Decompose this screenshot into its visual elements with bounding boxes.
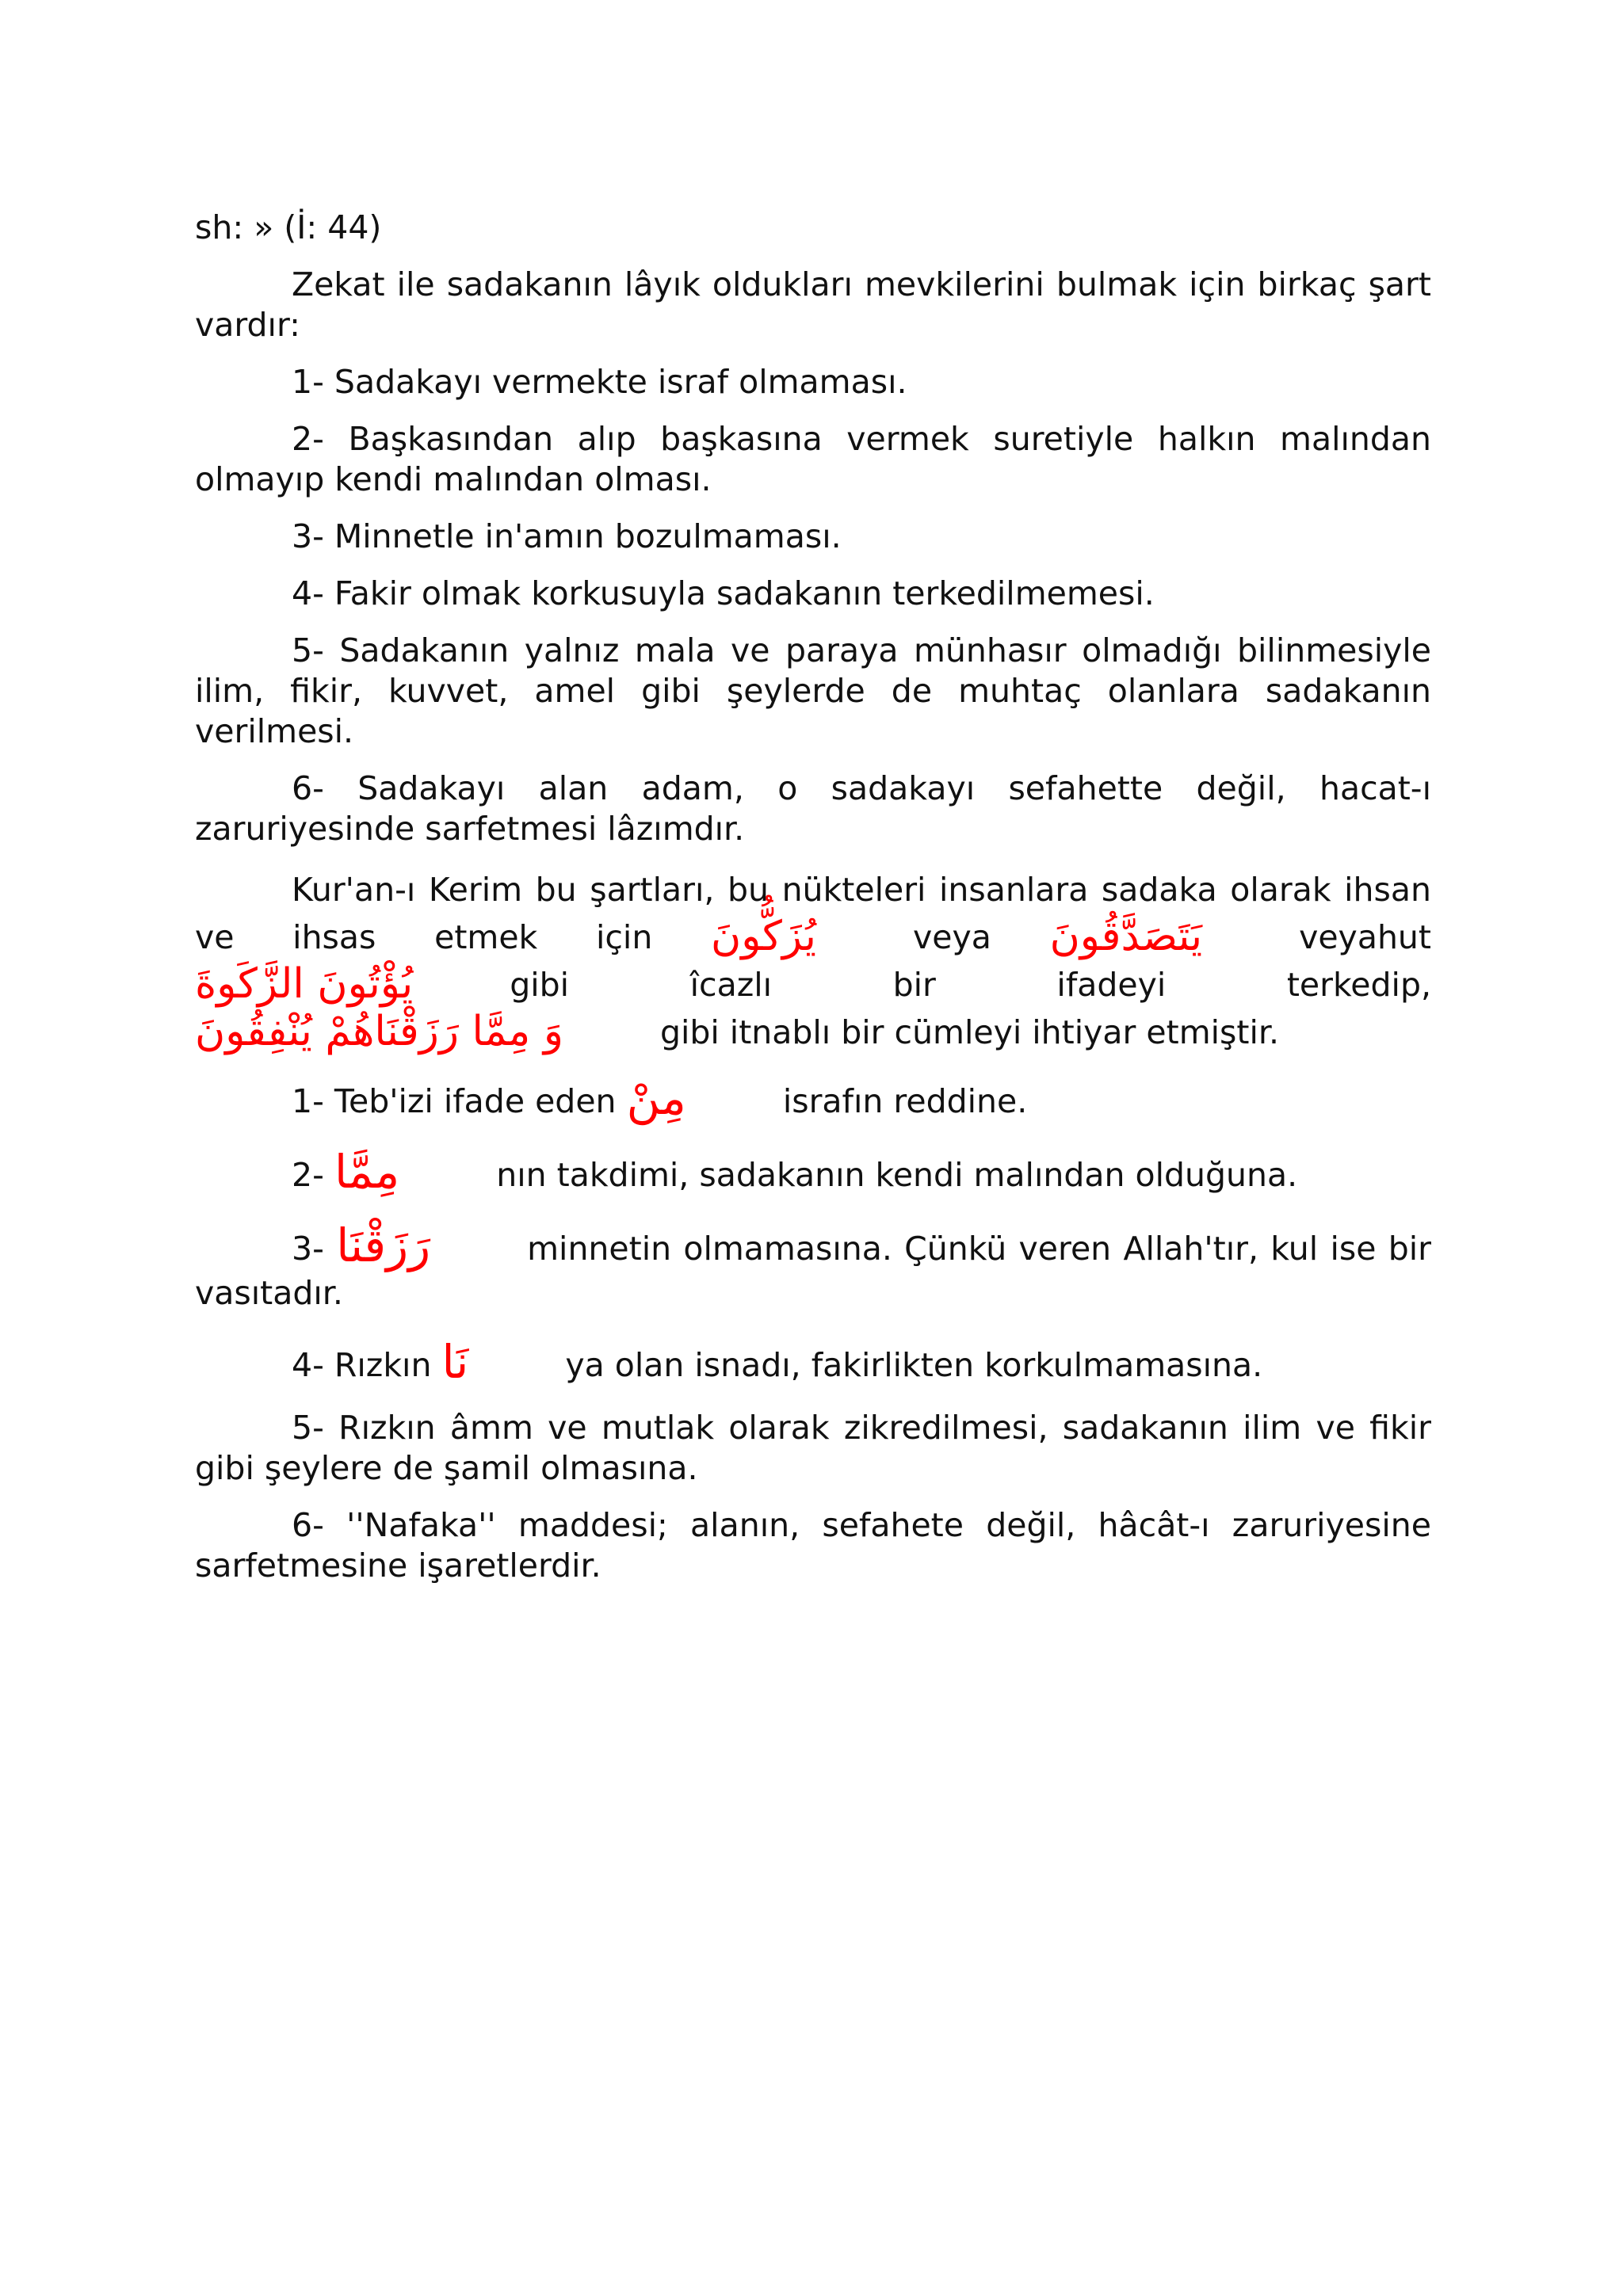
point-3 [195,1219,1431,1315]
arabic-verse: وَ مِمَّا رَزَقْنَاهُمْ يُنْفِقُونَ [195,1008,563,1055]
quran-text-5: gibi itnablı bir cümleyi ihtiyar etmiştir. [659,1013,1279,1051]
document-page [195,208,1431,1603]
quran-text-4: gibi îcazlı bir ifadeyi terkedip, [510,966,1431,1004]
condition-3: 3- Minnetle in'amın bozulmaması. [292,517,842,555]
point-2-suffix: nın takdimi, sadakanın kendi malından olduğuna. [496,1156,1298,1194]
intro-paragraph: Zekat ile sadakanın lâyık oldukları mevkilerini bulmak için birkaç şart vardır: [195,265,1431,344]
reference-line: sh: » (İ: 44) [195,208,382,246]
point-1 [195,1071,1431,1125]
condition-5: 5- Sadakanın yalnız mala ve paraya münhasır olmadığı bilinmesiyle ilim, fikir, kuvvet, amel gibi şeylerde de muhtaç olanlara sadakanın verilmesi. [195,631,1431,750]
point-4-suffix: ya olan isnadı, fakirlikten korkulmamasına. [565,1346,1263,1384]
quran-text-2: veya [913,918,991,956]
point-1-prefix: 1- Teb'izi ifade eden [292,1082,617,1120]
arabic-min: مِنْ [626,1071,686,1125]
point-4-prefix: 4- Rızkın [292,1346,432,1384]
arabic-yutunez-zekat: يُؤْتُونَ الزَّكَوةَ [195,960,414,1008]
condition-4: 4- Fakir olmak korkusuyla sadakanın terkedilmemesi. [292,574,1155,612]
condition-1: 1- Sadakayı vermekte israf olmaması. [292,363,907,401]
arabic-razakna: رَزَقْنَا [336,1219,431,1272]
arabic-yuzekkun: يُزَكُّونَ [711,913,816,960]
point-5: 5- Rızkın âmm ve mutlak olarak zikredilmesi, sadakanın ilim ve fikir gibi şeylere de şamil olmasına. [195,1409,1431,1487]
point-2-prefix: 2- [292,1156,324,1194]
quran-text-1: Kur'an-ı Kerim bu şartları, bu nükteleri insanlara sadaka olarak ihsan ve ihsas etmek için [195,871,1431,956]
condition-6: 6- Sadakayı alan adam, o sadakayı sefahette değil, hacat-ı zaruriyesinde sarfetmesi lâzımdır. [195,769,1431,848]
quran-text-3: veyahut [1299,918,1431,956]
arabic-mimma: مِمَّا [334,1145,400,1199]
point-6: 6- ''Nafaka'' maddesi; alanın, sefahete değil, hâcât-ı zaruriyesine sarfetmesine işaretlerdir. [195,1506,1431,1585]
arabic-na: نَا [441,1335,469,1389]
point-3-prefix: 3- [292,1230,324,1268]
point-3-suffix: minnetin olmamasına. Çünkü veren Allah'tır, kul ise bir vasıtadır. [195,1230,1431,1312]
quran-paragraph [195,866,1431,1056]
arabic-yetesaddekun: يَتَصَدَّقُونَ [1049,913,1203,960]
point-2 [195,1145,1431,1199]
condition-2: 2- Başkasından alıp başkasına vermek suretiyle halkın malından olmayıp kendi malından olması. [195,420,1431,498]
point-1-suffix: israfın reddine. [782,1082,1028,1120]
point-4 [195,1335,1431,1389]
